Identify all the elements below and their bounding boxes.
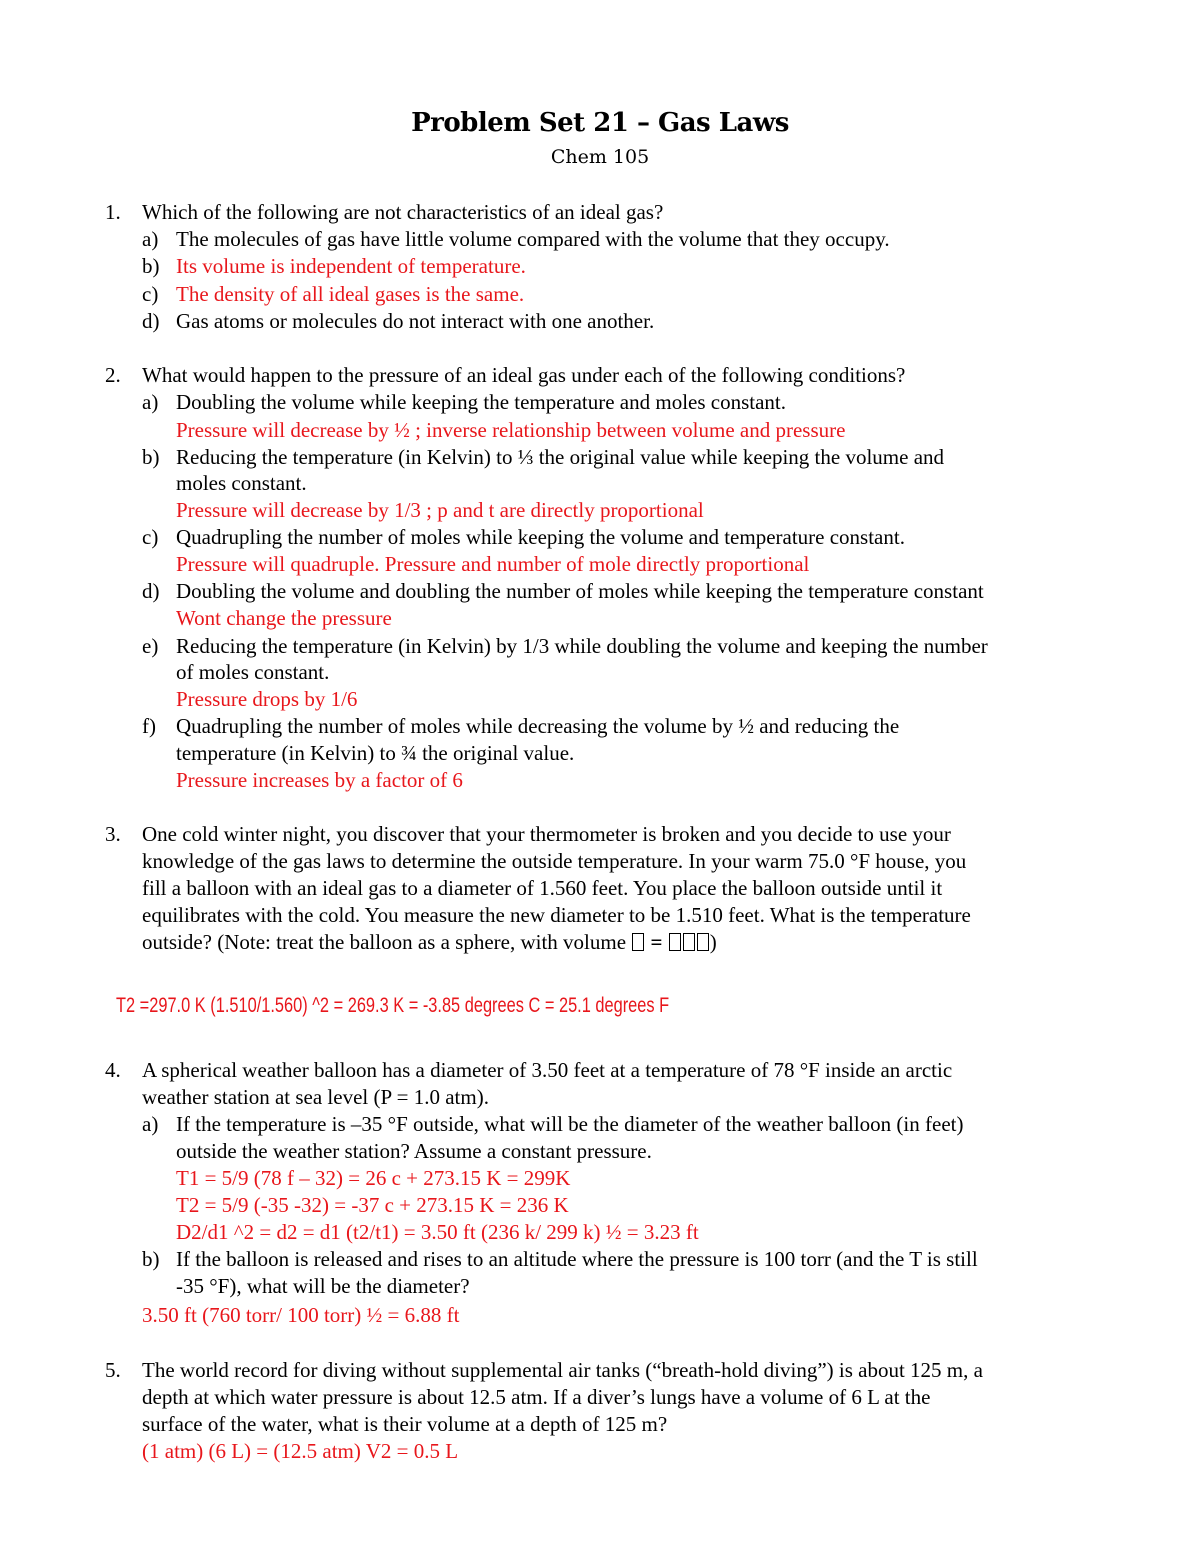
- option-text: outside the weather station? Assume a constant pressure.: [176, 1139, 652, 1163]
- option-text: temperature (in Kelvin) to ¾ the original value.: [176, 741, 575, 765]
- option-label: a): [142, 1112, 159, 1136]
- option-label: d): [142, 309, 160, 333]
- option-text: Quadrupling the number of moles while keeping the volume and temperature constant.: [176, 525, 905, 549]
- option-label: c): [142, 525, 159, 549]
- formula-equals: =: [650, 930, 663, 954]
- question-number: 1.: [105, 200, 121, 224]
- page-subtitle: Chem 105: [550, 146, 650, 168]
- option-label: a): [142, 227, 159, 251]
- option-text: Reducing the temperature (in Kelvin) to ⅓ the original value while keeping the volume and: [176, 445, 945, 469]
- option-text: Doubling the volume and doubling the number of moles while keeping the temperature constant: [176, 579, 984, 603]
- question-text: The world record for diving without supplemental air tanks (“breath-hold diving”) is about 125 m, a: [142, 1358, 983, 1382]
- page-title: Problem Set 21 – Gas Laws: [411, 108, 789, 138]
- question-text: A spherical weather balloon has a diameter of 3.50 feet at a temperature of 78 °F inside an arctic: [142, 1058, 953, 1082]
- question-number: 4.: [105, 1058, 121, 1082]
- option-text-answer: Its volume is independent of temperature.: [176, 254, 526, 278]
- missing-glyph-icon: [632, 933, 644, 951]
- question-text: Which of the following are not characteristics of an ideal gas?: [142, 200, 664, 224]
- option-text: moles constant.: [176, 471, 307, 495]
- answer-text: Wont change the pressure: [176, 606, 392, 630]
- option-label: d): [142, 579, 160, 603]
- option-label: f): [142, 714, 156, 738]
- option-text: of moles constant.: [176, 660, 330, 684]
- option-text-answer: The density of all ideal gases is the same.: [176, 282, 525, 306]
- answer-text: T1 = 5/9 (78 f – 32) = 26 c + 273.15 K = 299K: [176, 1166, 571, 1190]
- option-text: If the temperature is –35 °F outside, what will be the diameter of the weather balloon (in feet): [176, 1112, 964, 1136]
- option-label: b): [142, 1247, 160, 1271]
- question-number: 3.: [105, 822, 121, 846]
- question-text: weather station at sea level (P = 1.0 atm).: [142, 1085, 489, 1109]
- question-number: 5.: [105, 1358, 121, 1382]
- question-text: equilibrates with the cold. You measure the new diameter to be 1.510 feet. What is the temperature: [142, 903, 971, 927]
- option-text: Quadrupling the number of moles while decreasing the volume by ½ and reducing the: [176, 714, 900, 738]
- answer-text: D2/d1 ^2 = d2 = d1 (t2/t1) = 3.50 ft (236 k/ 299 k) ½ = 3.23 ft: [176, 1220, 699, 1244]
- option-text: The molecules of gas have little volume compared with the volume that they occupy.: [176, 227, 890, 251]
- question-text: What would happen to the pressure of an ideal gas under each of the following conditions?: [142, 363, 906, 387]
- answer-text: Pressure drops by 1/6: [176, 687, 358, 711]
- question-text: surface of the water, what is their volume at a depth of 125 m?: [142, 1412, 668, 1436]
- missing-glyph-icon: [697, 933, 709, 951]
- answer-text: Pressure will quadruple. Pressure and number of mole directly proportional: [176, 552, 810, 576]
- option-text: -35 °F), what will be the diameter?: [176, 1274, 470, 1298]
- question-text: outside? (Note: treat the balloon as a sphere, with volume: [142, 930, 627, 954]
- answer-text: T2 =297.0 K (1.510/1.560) ^2 = 269.3 K = -3.85 degrees C = 25.1 degrees F: [116, 994, 670, 1017]
- answer-text: Pressure increases by a factor of 6: [176, 768, 463, 792]
- answer-text: Pressure will decrease by ½ ; inverse relationship between volume and pressure: [176, 418, 846, 442]
- question-text: One cold winter night, you discover that your thermometer is broken and you decide to use your: [142, 822, 951, 846]
- option-label: b): [142, 254, 160, 278]
- option-text: Gas atoms or molecules do not interact with one another.: [176, 309, 655, 333]
- answer-text: 3.50 ft (760 torr/ 100 torr) ½ = 6.88 ft: [142, 1303, 460, 1327]
- question-number: 2.: [105, 363, 121, 387]
- question-text: knowledge of the gas laws to determine the outside temperature. In your warm 75.0 °F house, you: [142, 849, 967, 873]
- question-text-last: outside? (Note: treat the balloon as a sphere, with volume = ): [142, 930, 717, 954]
- answer-text: T2 = 5/9 (-35 -32) = -37 c + 273.15 K = 236 K: [176, 1193, 569, 1217]
- option-text: If the balloon is released and rises to an altitude where the pressure is 100 torr (and the T is still: [176, 1247, 978, 1271]
- option-label: c): [142, 282, 159, 306]
- option-label: a): [142, 390, 159, 414]
- missing-glyph-icon: [683, 933, 695, 951]
- question-text: depth at which water pressure is about 12.5 atm. If a diver’s lungs have a volume of 6 L at the: [142, 1385, 931, 1409]
- option-text: Doubling the volume while keeping the temperature and moles constant.: [176, 390, 787, 414]
- missing-glyph-icon: [669, 933, 681, 951]
- option-label: e): [142, 634, 159, 658]
- option-label: b): [142, 445, 160, 469]
- question-text: fill a balloon with an ideal gas to a diameter of 1.560 feet. You place the balloon outside until it: [142, 876, 943, 900]
- answer-text: Pressure will decrease by 1/3 ; p and t are directly proportional: [176, 498, 704, 522]
- option-text: Reducing the temperature (in Kelvin) by 1/3 while doubling the volume and keeping the number: [176, 634, 988, 658]
- answer-text: (1 atm) (6 L) = (12.5 atm) V2 = 0.5 L: [142, 1439, 459, 1463]
